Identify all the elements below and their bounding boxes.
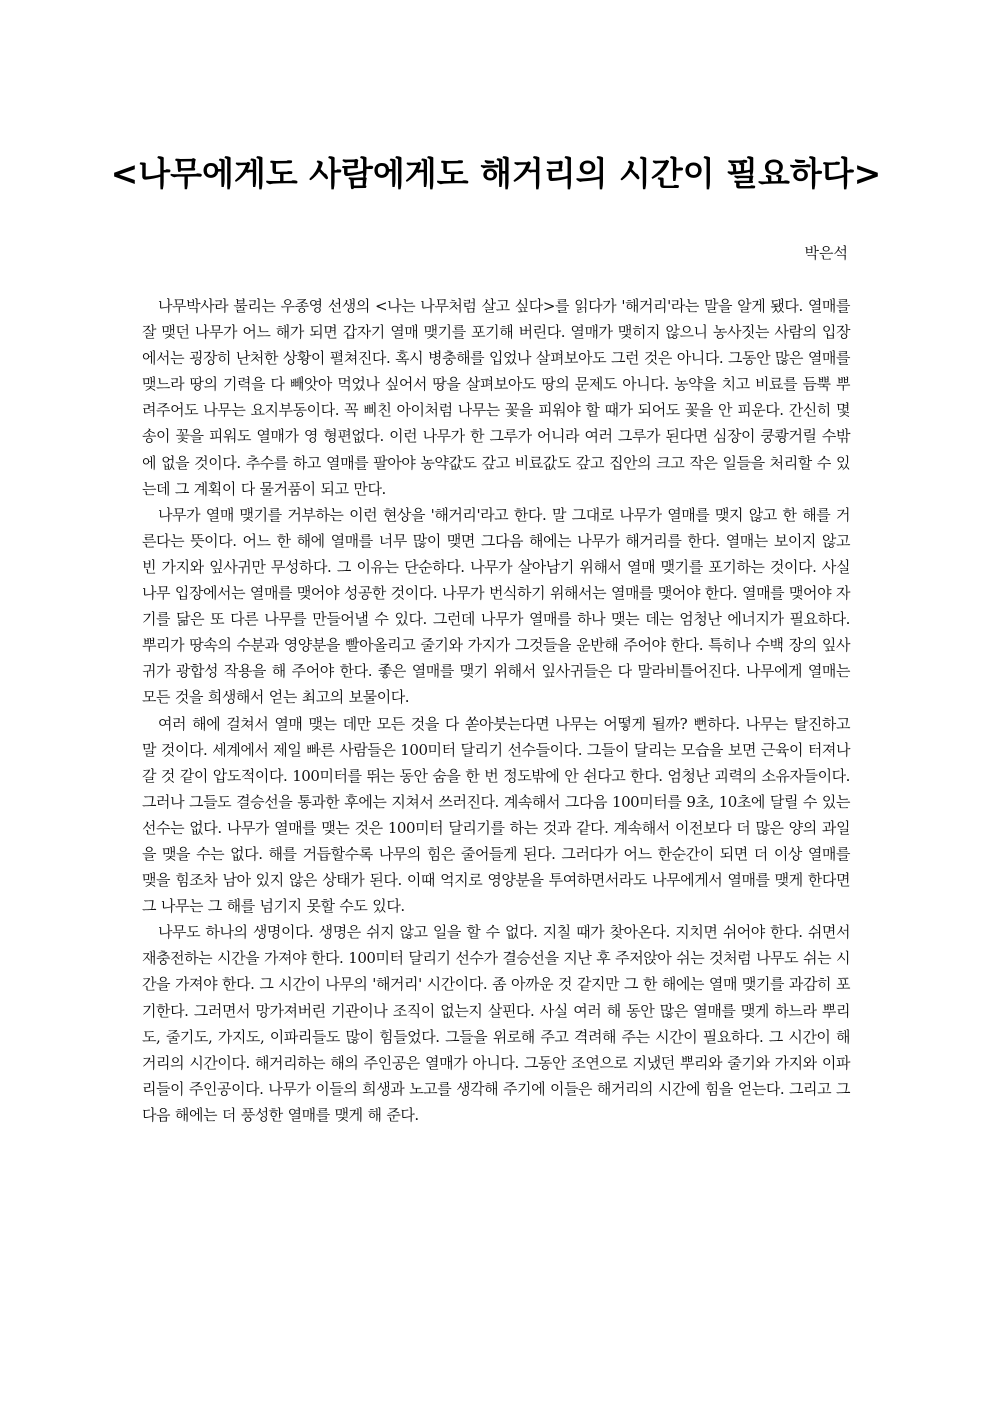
body-paragraph: 나무가 열매 맺기를 거부하는 이런 현상을 '해거리'라고 한다. 말 그대로 나무가 열매를 맺지 않고 한 해를 거른다는 뜻이다. 어느 한 해에 열매를 너무 많이 맺면 그다음 해에는 나무가 해거리를 한다. 열매는 보이지 않고 빈 가지와 잎사귀만 무성하다. 그 이유는 단순하다. 나무가 살아남기 위해서 열매 맺기를 포기하는 것이다. 사실 나무 입장에서는 열매를 맺어야 성공한 것이다. 나무가 번식하기 위해서는 열매를 맺어야 한다. 열매를 맺어야 자기를 닮은 또 다른 나무를 만들어낼 수 있다. 그런데 나무가 열매를 하나 맺는 데는 엄청난 에너지가 필요하다. 뿌리가 땅속의 수분과 영양분을 빨아올리고 줄기와 가지가 그것들을 운반해 주어야 한다. 특히나 수백 장의 잎사귀가 광합성 작용을 해 주어야 한다. 좋은 열매를 맺기 위해서 잎사귀들은 다 말라비틀어진다. 나무에게 열매는 모든 것을 희생해서 얻는 최고의 보물이다. — [142, 505, 850, 707]
document-author: 박은석 — [804, 244, 848, 262]
body-paragraph: 여러 해에 걸쳐서 열매 맺는 데만 모든 것을 다 쏟아붓는다면 나무는 어떻게 될까? 뻔하다. 나무는 탈진하고 말 것이다. 세계에서 제일 빠른 사람들은 100미터 달리기 선수들이다. 그들이 달리는 모습을 보면 근육이 터져나갈 것 같이 압도적이다. 100미터를 뛰는 동안 숨을 한 번 정도밖에 안 쉰다고 한다. 엄청난 괴력의 소유자들이다. 그러나 그들도 결승선을 통과한 후에는 지쳐서 쓰러진다. 계속해서 그다음 100미터를 9초, 10초에 달릴 수 있는 선수는 없다. 나무가 열매를 맺는 것은 100미터 달리기를 하는 것과 같다. 계속해서 이전보다 더 많은 양의 과일을 맺을 수는 없다. 해를 거듭할수록 나무의 힘은 줄어들게 된다. 그러다가 어느 한순간이 되면 더 이상 열매를 맺을 힘조차 남아 있지 않은 상태가 된다. 이때 억지로 영양분을 투여하면서라도 나무에게서 열매를 맺게 한다면 그 나무는 그 해를 넘기지 못할 수도 있다. — [142, 714, 851, 916]
body-paragraph: 나무박사라 불리는 우종영 선생의 <나는 나무처럼 살고 싶다>를 읽다가 '해거리'라는 말을 알게 됐다. 열매를 잘 맺던 나무가 어느 해가 되면 갑자기 열매 맺기를 포기해 버린다. 열매가 맺히지 않으니 농사짓는 사람의 입장에서는 굉장히 난처한 상황이 펼쳐진다. 혹시 병충해를 입었나 살펴보아도 그런 것은 아니다. 그동안 많은 열매를 맺느라 땅의 기력을 다 빼앗아 먹었나 싶어서 땅을 살펴보아도 땅의 문제도 아니다. 농약을 치고 비료를 듬뿍 뿌려주어도 나무는 요지부동이다. 꼭 삐친 아이처럼 나무는 꽃을 피워야 할 때가 되어도 꽃을 안 피운다. 간신히 몇 송이 꽃을 피워도 열매가 영 형편없다. 이런 나무가 한 그루가 어니라 여러 그루가 된다면 심장이 쿵쾅거릴 수밖에 없을 것이다. 추수를 하고 열매를 팔아야 농약값도 갚고 비료값도 갚고 집안의 크고 작은 일들을 처리할 수 있는데 그 계획이 다 물거품이 되고 만다. — [142, 297, 850, 498]
document-body — [142, 293, 850, 1128]
body-paragraph: 나무도 하나의 생명이다. 생명은 쉬지 않고 일을 할 수 없다. 지칠 때가 찾아온다. 지치면 쉬어야 한다. 쉬면서 재충전하는 시간을 가져야 한다. 100미터 달리기 선수가 결승선을 지난 후 주저앉아 쉬는 것처럼 나무도 쉬는 시간을 가져야 한다. 그 시간이 나무의 '해거리' 시간이다. 좀 아까운 것 같지만 그 한 해에는 열매 맺기를 과감히 포기한다. 그러면서 망가져버린 기관이나 조직이 없는지 살핀다. 사실 여러 해 동안 많은 열매를 맺게 하느라 뿌리도, 줄기도, 가지도, 이파리들도 많이 힘들었다. 그들을 위로해 주고 격려해 주는 시간이 필요하다. 그 시간이 해거리의 시간이다. 해거리하는 해의 주인공은 열매가 아니다. 그동안 조연으로 지냈던 뿌리와 줄기와 가지와 이파리들이 주인공이다. 나무가 이들의 희생과 노고를 생각해 주기에 이들은 해거리의 시간에 힘을 얻는다. 그리고 그다음 해에는 더 풍성한 열매를 맺게 해 준다. — [142, 923, 851, 1124]
document-title: <나무에게도 사람에게도 해거리의 시간이 필요하다> — [110, 154, 882, 193]
